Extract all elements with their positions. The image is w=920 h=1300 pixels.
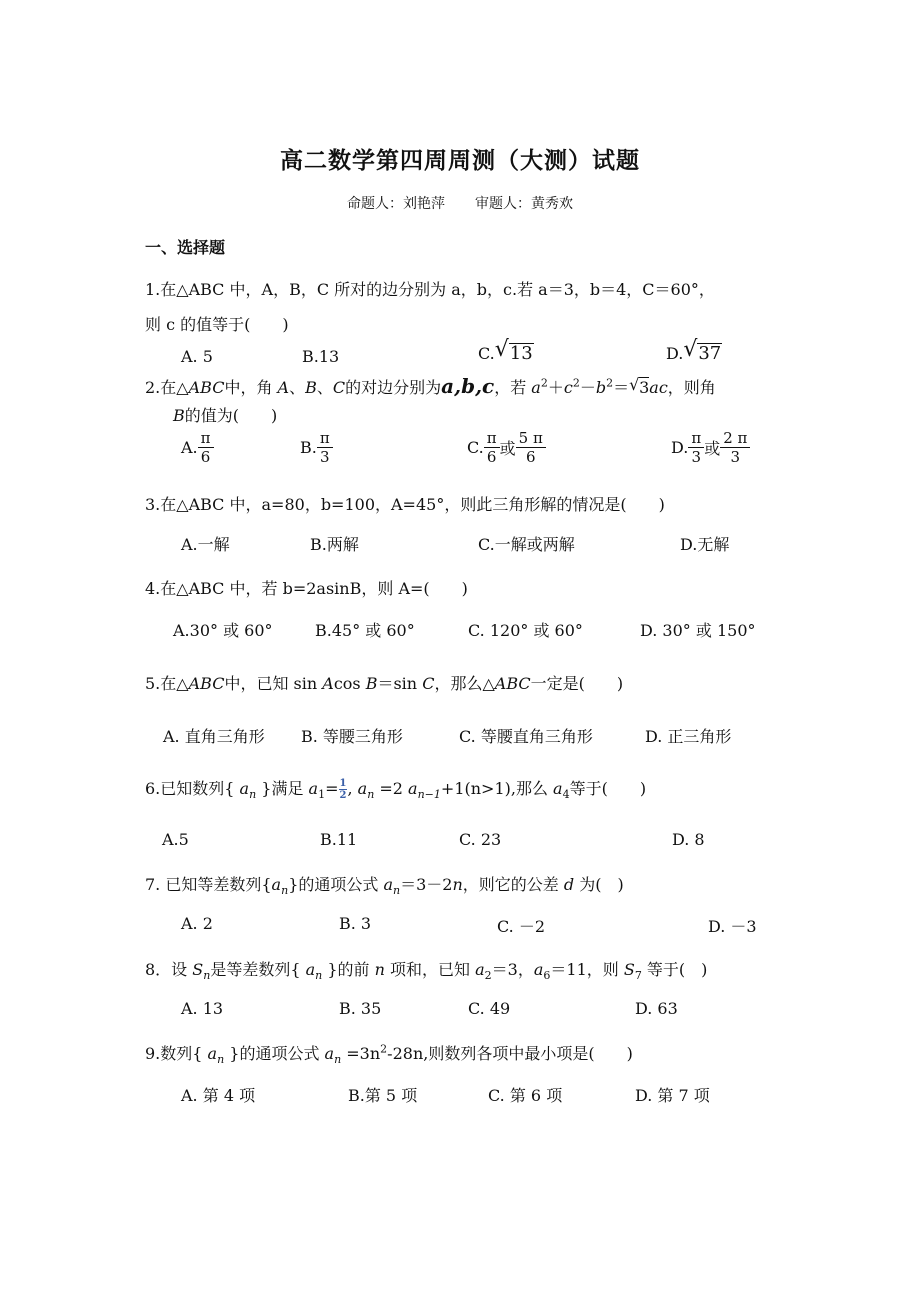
option-d: D. 第 7 项 [635,1086,710,1105]
option-b: B.第 5 项 [348,1086,418,1105]
option-b: B.13 [302,347,340,366]
question-8-options [0,999,920,1023]
authors-line [0,193,920,213]
option-b: B. $\frac{\pi}{3}$ [300,429,333,466]
question-3-options [0,532,920,556]
question-4-options [0,618,920,642]
question-6: 6.已知数列{ $a_n$ }满足 $a_1=$ $\frac{1}{2}$ , $a_n =2$ $a_{n-1}+1(n>1)$,那么 $a_4$等于( ) [145,778,647,802]
option-a: A.5 [162,830,189,849]
option-d: D. 63 [635,999,678,1018]
question-2-options [0,425,920,475]
page-title: 高二数学第四周周测（大测）试题 [280,148,640,174]
option-d: D. －3 [708,917,757,936]
question-1-line1: 1.在△ABC 中，A，B，C 所对的边分别为 a，b，c.若 a＝3，b＝4，C＝60°， [145,280,715,299]
option-a: A. 5 [181,347,213,366]
question-8: 8．设 $S_n$是等差数列{ $a_n$ }的前 n 项和，已知 $a_2=3$，$a_6=11$，则 $S_7$ 等于( ) [145,960,708,983]
option-d: D. $\frac{\pi}{3}$ 或 $\frac{2 \pi}{3}$ [671,429,750,466]
section-heading: 一、选择题 [145,238,226,257]
option-d: D. 正三角形 [645,727,732,746]
question-1-line2: 则 c 的值等于( ) [145,315,289,334]
question-9-options [0,1083,920,1107]
question-7: 7. 已知等差数列$\{a_n\}$的通项公式 $a_n=3-2n$，则它的公差 d 为( ) [145,875,624,898]
question-3: 3.在△ABC 中，a=80，b=100，A=45°，则此三角形解的情况是( ) [145,495,665,514]
option-d: D. √ 37 [666,337,722,364]
option-a: A. $\frac{\pi}{6}$ [181,429,214,466]
option-a: A. 13 [181,999,224,1018]
option-c: C. 120° 或 60° [468,621,583,640]
option-a: A. 第 4 项 [181,1086,256,1105]
one-half-fraction: $\frac{1}{2}$ [339,778,347,801]
option-c: C. －2 [497,917,546,936]
option-d: D. 30° 或 150° [640,621,756,640]
option-a: A. 2 [181,914,213,933]
question-5-options [0,724,920,748]
option-a: A.30° 或 60° [173,621,273,640]
question-4: 4.在△ABC 中，若 b=2asinB，则 A=( ) [145,579,468,598]
option-b: B. 35 [339,999,382,1018]
question-2-line2: B的值为( ) [173,406,278,425]
question-6-options [0,830,920,854]
reviewer-name: 审题人：黄秀欢 [475,196,573,212]
option-d: D. 8 [672,830,705,849]
option-c: C. $\frac{\pi}{6}$ 或 $\frac{5 \pi}{6}$ [467,429,546,466]
question-1-options [0,337,920,370]
option-c: C.一解或两解 [478,535,575,554]
option-b: B. 3 [339,914,372,933]
option-b: B.两解 [310,535,359,554]
option-b: B.45° 或 60° [315,621,415,640]
option-c: C. 等腰直角三角形 [459,727,593,746]
option-b: B. 等腰三角形 [301,727,403,746]
option-c: C. 23 [459,830,502,849]
option-d: D.无解 [680,535,730,554]
option-a: A.一解 [181,535,230,554]
question-9: 9.数列{ $a_n$ }的通项公式 $a_n =3n^2-28n$,则数列各项中最小项是( ) [145,1042,633,1067]
option-a: A. 直角三角形 [163,727,265,746]
option-c: C. 第 6 项 [488,1086,563,1105]
question-2-line1: 2.在△ABC中，角 A、B、C的对边分别为a,b,c，若 $a^2+c^2-b^2=$ √ 3ac，则角 [145,374,716,398]
option-b: B.11 [320,830,358,849]
setter-name: 命题人：刘艳萍 [347,196,445,212]
option-c: C. √ 13 [478,337,533,364]
question-7-options [0,914,920,938]
option-c: C. 49 [468,999,511,1018]
question-5: 5.在△ABC中，已知 sin Acos B＝sin C，那么△ABC一定是( ) [145,674,624,693]
